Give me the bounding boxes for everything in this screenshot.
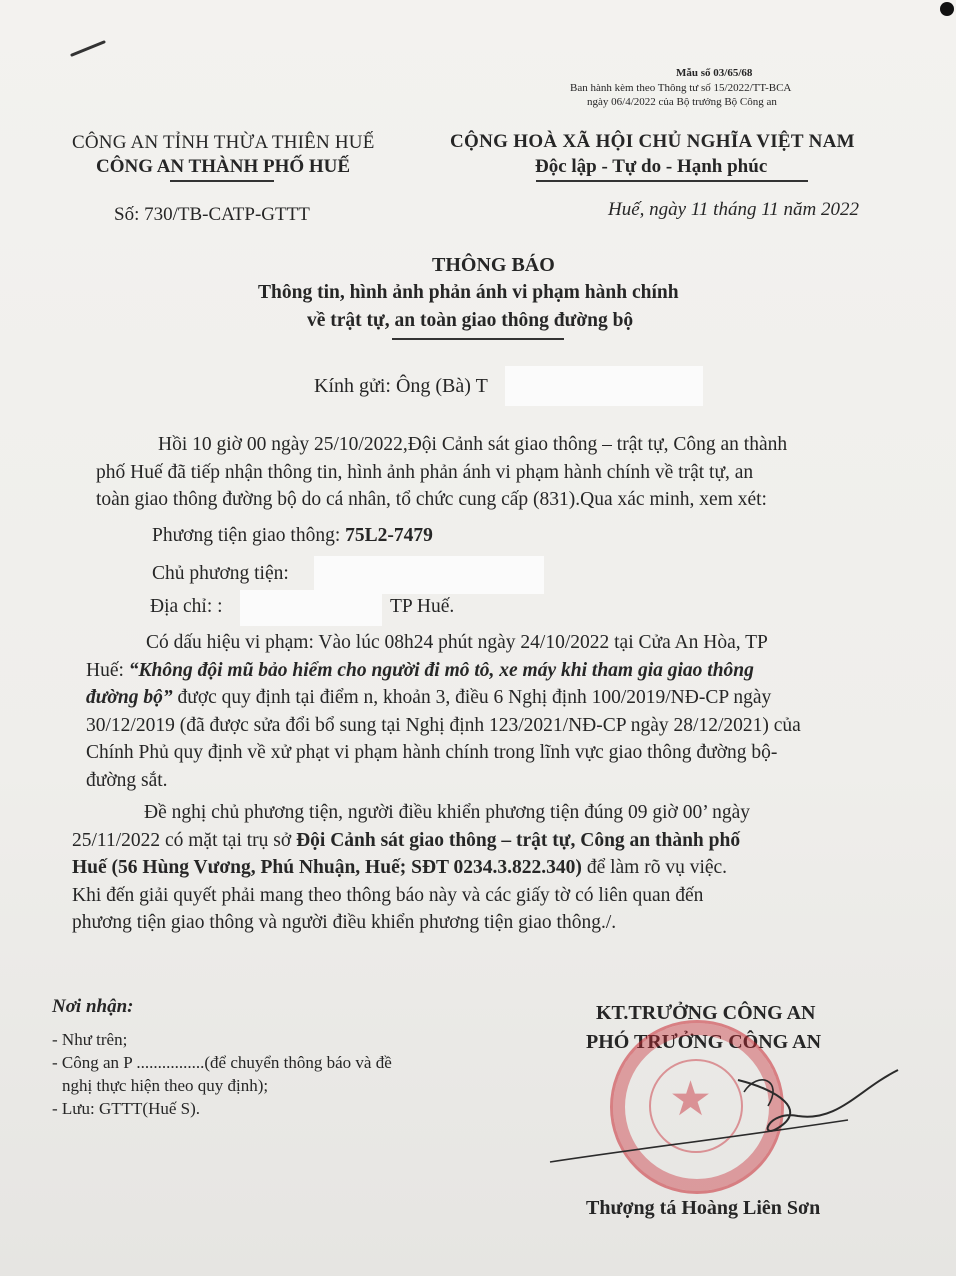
document-title: THÔNG BÁO xyxy=(432,254,555,276)
intro-line: toàn giao thông đường bộ do cá nhân, tổ chức cung cấp (831).Qua xác minh, xem xét: xyxy=(96,489,767,511)
vehicle-line xyxy=(152,525,433,547)
recipients-heading: Nơi nhận: xyxy=(52,996,134,1017)
recipient-line: Kính gửi: Ông (Bà) T xyxy=(314,375,488,397)
pen-stroke-mark xyxy=(70,38,110,58)
request-office: Đội Cảnh sát giao thông – trật tự, Công an thành phố xyxy=(296,829,741,851)
request-line: Khi đến giải quyết phải mang theo thông báo này và các giấy tờ có liên quan đến xyxy=(72,884,704,906)
request-paragraph xyxy=(72,799,930,937)
stamp-star-icon: ★ xyxy=(669,1071,713,1127)
request-line: phương tiện giao thông và người điều khiển phương tiện giao thông./. xyxy=(72,912,617,934)
title-subline-2: về trật tự, an toàn giao thông đường bộ xyxy=(307,310,634,331)
vehicle-plate: 75L2-7479 xyxy=(345,525,433,546)
violation-legal-basis: được quy định tại điểm n, khoản 3, điều 6 Nghị định 100/2019/NĐ-CP ngày xyxy=(172,687,772,709)
redacted-owner-name xyxy=(314,556,544,594)
motto-underline xyxy=(536,180,808,182)
signer-name: Thượng tá Hoàng Liên Sơn xyxy=(586,1197,821,1219)
issued-line-2: ngày 06/4/2022 của Bộ trưởng Bộ Công an xyxy=(587,96,777,108)
request-line xyxy=(72,854,930,882)
address-city: TP Huế. xyxy=(390,596,455,617)
violation-line: đường sắt. xyxy=(86,769,168,791)
recipient-item: - Lưu: GTTT(Huế S). xyxy=(52,1099,201,1118)
request-date: 25/11/2022 có mặt tại trụ sở xyxy=(72,829,297,851)
recipient-item: - Như trên; xyxy=(52,1030,128,1049)
punch-hole-mark xyxy=(940,2,954,16)
violation-line xyxy=(86,684,926,712)
recipient-item: - Công an P ................(để chuyển thông báo và đề xyxy=(52,1053,392,1072)
nation-name: CỘNG HOÀ XÃ HỘI CHỦ NGHĨA VIỆT NAM xyxy=(450,131,855,152)
agency-parent: CÔNG AN TỈNH THỪA THIÊN HUẾ xyxy=(72,132,375,153)
owner-label: Chủ phương tiện: xyxy=(152,563,289,584)
title-subline-1: Thông tin, hình ảnh phản ánh vi phạm hành chính xyxy=(258,282,679,303)
agency-underline xyxy=(170,180,274,182)
redacted-address xyxy=(240,590,382,626)
title-underline xyxy=(392,338,564,340)
violation-description: “Không đội mũ bảo hiểm cho người đi mô tô, xe máy khi tham gia giao thông xyxy=(128,659,754,681)
violation-line: Chính Phủ quy định về xử phạt vi phạm hành chính trong lĩnh vực giao thông đường bộ- xyxy=(86,742,778,764)
intro-line: phố Huế đã tiếp nhận thông tin, hình ảnh phản ánh vi phạm hành chính về trật tự, an xyxy=(96,461,754,483)
nation-motto: Độc lập - Tự do - Hạnh phúc xyxy=(535,156,768,177)
document-number: Số: 730/TB-CATP-GTTT xyxy=(114,204,310,225)
request-line: Đề nghị chủ phương tiện, người điều khiển phương tiện đúng 09 giờ 00’ ngày xyxy=(144,802,751,823)
violation-paragraph xyxy=(86,629,926,795)
redacted-recipient-name xyxy=(505,366,703,406)
vehicle-label: Phương tiện giao thông: xyxy=(152,525,346,546)
recipients-list xyxy=(52,1028,392,1120)
handwritten-signature xyxy=(548,1050,908,1170)
violation-location-suffix: Huế: xyxy=(86,659,129,681)
form-number: Mẫu số 03/65/68 xyxy=(676,67,753,79)
intro-line: Hồi 10 giờ 00 ngày 25/10/2022,Đội Cảnh sát giao thông – trật tự, Công an thành xyxy=(158,434,788,455)
address-label: Địa chỉ: : xyxy=(150,596,223,617)
request-office-address: Huế (56 Hùng Vương, Phú Nhuận, Huế; SĐT 0234.3.822.340) xyxy=(72,857,582,879)
recipient-item: nghị thực hiện theo quy định); xyxy=(62,1076,269,1095)
violation-description-end: đường bộ” xyxy=(86,687,173,709)
signature-title-1: KT.TRƯỞNG CÔNG AN xyxy=(596,1002,816,1024)
agency-name: CÔNG AN THÀNH PHỐ HUẾ xyxy=(96,156,351,177)
place-date: Huế, ngày 11 tháng 11 năm 2022 xyxy=(608,199,860,220)
request-purpose: để làm rõ vụ việc. xyxy=(581,857,728,879)
issued-line-1: Ban hành kèm theo Thông tư số 15/2022/TT-BCA xyxy=(570,82,792,94)
signature-title-2: PHÓ TRƯỞNG CÔNG AN xyxy=(586,1031,822,1053)
violation-line: Có dấu hiệu vi phạm: Vào lúc 08h24 phút ngày 24/10/2022 tại Cửa An Hòa, TP xyxy=(146,632,768,653)
intro-paragraph xyxy=(96,431,916,514)
request-line xyxy=(72,827,930,855)
violation-line: 30/12/2019 (đã được sửa đổi bổ sung tại Nghị định 123/2021/NĐ-CP ngày 28/12/2021) của xyxy=(86,714,801,736)
violation-line xyxy=(86,657,926,685)
